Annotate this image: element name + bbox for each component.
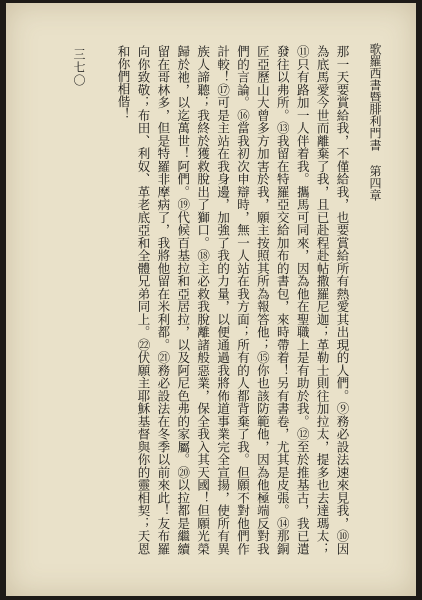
page-number: 三七〇 [72,48,86,87]
book-title: 歌羅西書暨腓利門書 [368,43,382,151]
running-header [366,43,382,201]
body-text [62,45,352,555]
body-paragraph: 那一天要賞給我，不僅給我，也要賞給所有熱愛其出現的人們。⑨務必設法速來見我，⑩因為底馬愛今世而離棄了我，且已赴程赴帖撒羅尼迦；革勒士則往加拉太，提多也去達瑪太；⑪只有路加一人伴着我。攜馬可同來，因為他在聖職上是有助於我。⑫至於推基古，我已遣發往以弗所。⑬我留在特羅亞交給加布的書包，來時帶着！另有書卷，尤其是皮張。⑭那銅匠亞歷山大曾多方加害於我，願主按照其所為報答他；⑮你也該防範他，因為他極端反對我們的言論。⑯當我初次申辯時，無一人站在我方面；所有的人都背棄了我。但願不對他們作計較！⑰可是主站在我身邊，加強了我的力量，以便通過我將佈道事業完全宣揚，使所有異族人諦聽；我終於獲救脫出了獅口。⑱主必救我脫離諸般惡業，保全我入其天國！但願光榮歸於祂，以迄萬世！阿們。⑲代候百基拉和亞居拉，以及阿尼色弗的家屬。⑳以拉都是繼續留在哥林多，但是特羅非摩病了，我將他留在米利都。㉑務必設法在冬季以前來此！友布羅向你致敬；布田、利奴、革老底亞和全體兄弟同上。㉒伏願主耶穌基督與你的靈相契；天恩和你們相偕！ [116,45,350,555]
chapter-label: 第四章 [368,165,382,201]
book-page [6,3,416,596]
